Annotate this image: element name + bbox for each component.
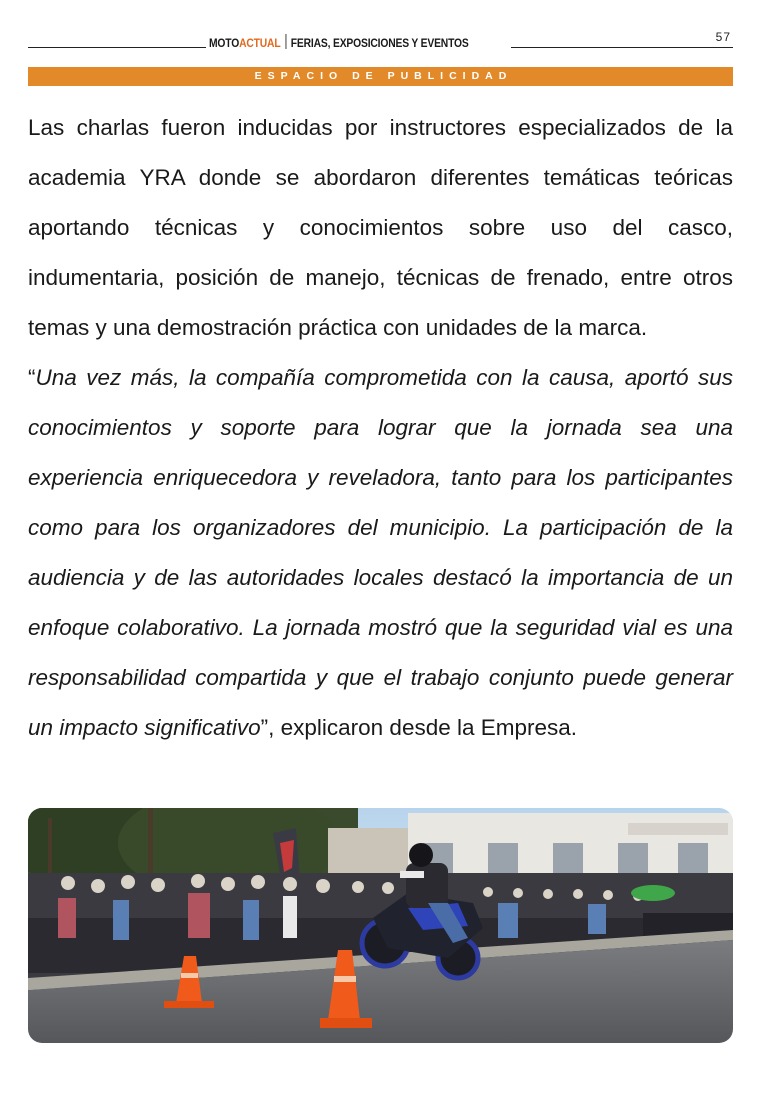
article-quote: Una vez más, la compañía comprometida con la causa, aportó sus conocimientos y soporte para lograr que la jornada sea una experiencia enriquecedora y reveladora, tanto para los participantes como para los organizadores del municipio. La participación de la audiencia y de las autoridades locales destacó la importancia de un enfoque colaborativo. La jornada mostró que la seguridad vial es una responsabilidad compartida y que el trabajo conjunto puede generar un impacto significativo	[28, 365, 733, 740]
brand-actual: ACTUAL	[239, 36, 281, 50]
article-paragraph: Las charlas fueron inducidas por instructores especializados de la academia YRA donde se abordaron diferentes temáticas teóricas aportando técnicas y conocimientos sobre uso del casco, indumentaria, posición de manejo, técnicas de frenado, entre otros temas y una demostración práctica con unidades de la marca.	[28, 115, 733, 340]
event-photo	[28, 808, 733, 1043]
quote-attribution: ”, explicaron desde la Empresa.	[260, 715, 578, 740]
magazine-brand	[209, 34, 469, 50]
article-quote-paragraph	[28, 353, 733, 753]
quote-open-mark: “	[28, 365, 36, 390]
event-photo-illustration	[28, 808, 733, 1043]
advertising-banner: ESPACIO DE PUBLICIDAD	[28, 67, 733, 86]
article-body	[28, 103, 733, 753]
page-number: 57	[715, 30, 731, 44]
page-header	[28, 28, 733, 50]
brand-separator	[286, 34, 287, 49]
section-title: FERIAS, EXPOSICIONES Y EVENTOS	[290, 36, 469, 50]
header-rule-right	[511, 47, 733, 48]
brand-moto: MOTO	[209, 36, 240, 50]
header-rule-left	[28, 47, 206, 48]
